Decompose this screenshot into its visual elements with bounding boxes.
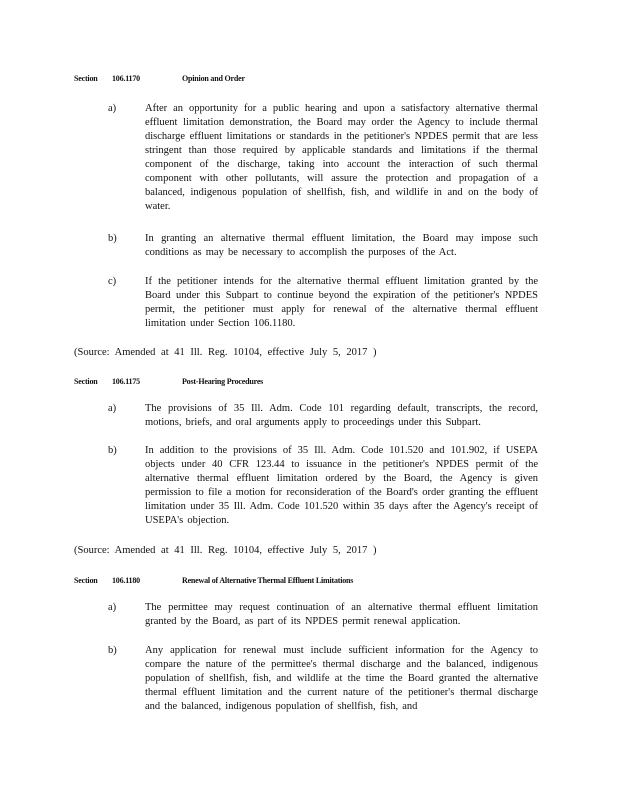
section-label: Section — [74, 74, 98, 83]
section-title: Renewal of Alternative Thermal Effluent Limitations — [182, 576, 354, 585]
section-number: 106.1180 — [112, 576, 140, 585]
paragraph-text: In granting an alternative thermal effluent limitation, the Board may impose such conditions as may be necessary to accomplish the purposes of the Act. — [145, 233, 538, 258]
source-note-106-1170: (Source: Amended at 41 Ill. Reg. 10104, effective July 5, 2017 ) — [74, 347, 377, 358]
paragraph-text: Any application for renewal must include sufficient information for the Agency to compare the nature of the permittee's thermal discharge and the balanced, indigenous population of shellfish, fish, and wildlife at the time the Board granted the alternative thermal effluent limitation and the current nature of the petitioner's thermal discharge and the balanced, indigenous population of shellfish, fish, and — [145, 645, 538, 712]
paragraph-label: b) — [108, 233, 117, 244]
section-heading-106-1175 — [74, 377, 263, 386]
source-note-106-1175: (Source: Amended at 41 Ill. Reg. 10104, effective July 5, 2017 ) — [74, 545, 377, 556]
section-number: 106.1175 — [112, 377, 140, 386]
paragraph-text: In addition to the provisions of 35 Ill. Adm. Code 101.520 and 101.902, if USEPA objects under 40 CFR 123.44 to issuance in the petitioner's NPDES permit of the alternative thermal effluent limitation ordered by the Board, the Agency is given permission to file a motion for reconsideration of the Board's order granting the effluent limitation under 35 Ill. Adm. Code 101.520 within 35 days after the Agency's receipt of USEPA's objection. — [145, 445, 538, 526]
paragraph-label: a) — [108, 403, 117, 414]
section-title: Post-Hearing Procedures — [182, 377, 264, 386]
paragraph-text: If the petitioner intends for the alternative thermal effluent limitation granted by the Board under this Subpart to continue beyond the expiration of the petitioner's NPDES permit, the petitioner must apply for renewal of the alternative thermal effluent limitation under Section 106.1180. — [145, 276, 538, 329]
section-heading-106-1170 — [74, 74, 245, 83]
section-label: Section — [74, 576, 98, 585]
paragraph-text: The permittee may request continuation of an alternative thermal effluent limitation granted by the Board, as part of its NPDES permit renewal application. — [145, 602, 538, 627]
paragraph-label: a) — [108, 602, 117, 613]
paragraph-label: b) — [108, 445, 117, 456]
section-label: Section — [74, 377, 98, 386]
paragraph-label: b) — [108, 645, 117, 656]
section-number: 106.1170 — [112, 74, 140, 83]
paragraph-label: c) — [108, 276, 117, 287]
paragraph-text: The provisions of 35 Ill. Adm. Code 101 regarding default, transcripts, the record, motions, briefs, and oral arguments apply to proceedings under this Subpart. — [145, 403, 538, 428]
paragraph-label: a) — [108, 103, 117, 114]
section-heading-106-1180 — [74, 576, 353, 585]
paragraph-text: After an opportunity for a public hearing and upon a satisfactory alternative thermal effluent limitation demonstration, the Board may order the Agency to include thermal discharge effluent limitations or standards in the petitioner's NPDES permit that are less stringent than those required by applicable standards and limitations if the thermal component of the discharge, taking into account the interaction of such thermal component with other pollutants, will assure the protection and propagation of a balanced, indigenous population of shellfish, fish, and wildlife in and on the body of water. — [145, 103, 538, 212]
section-title: Opinion and Order — [182, 74, 245, 83]
